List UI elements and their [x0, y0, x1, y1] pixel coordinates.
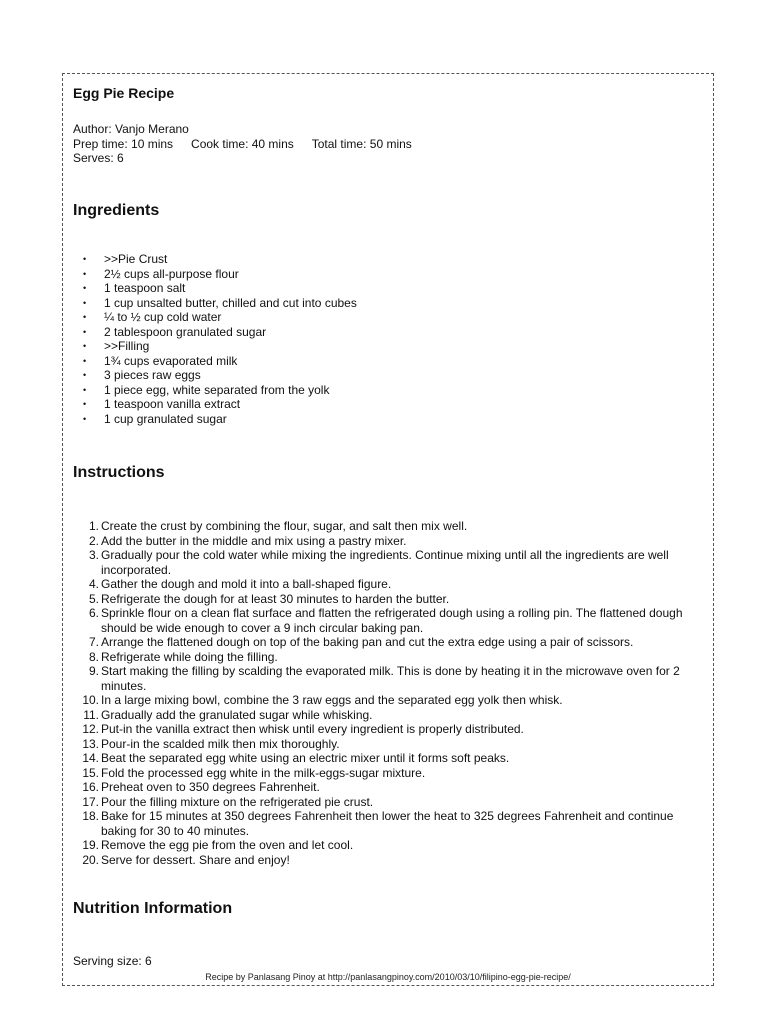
step-text: Gradually add the granulated sugar while whisking.	[101, 707, 373, 722]
step-text: Bake for 15 minutes at 350 degrees Fahrenheit then lower the heat to 325 degrees Fahrenheit and continue baking for 30 to 40 minutes.	[101, 809, 674, 838]
instruction-step	[73, 693, 693, 708]
instruction-step	[73, 664, 693, 693]
serves: Serves: 6	[73, 151, 124, 165]
instruction-step	[73, 751, 693, 766]
ingredient-item: • 1¾ cups evaporated milk	[73, 354, 357, 369]
step-text: Preheat oven to 350 degrees Fahrenheit.	[101, 780, 320, 794]
step-number: 6.	[88, 606, 99, 620]
step-number: 5.	[88, 591, 99, 606]
step-number: 3.	[88, 548, 99, 562]
instructions-list	[73, 519, 693, 867]
serving-size: Serving size: 6	[73, 954, 152, 968]
step-text: Serve for dessert. Share and enjoy!	[101, 852, 290, 867]
instruction-step	[73, 737, 693, 752]
ingredient-item: • 1 teaspoon salt	[73, 281, 357, 296]
ingredient-item: • 1 teaspoon vanilla extract	[73, 397, 357, 412]
instruction-step	[73, 635, 693, 650]
instruction-step	[73, 650, 693, 665]
author: Author: Vanjo Merano	[73, 122, 189, 136]
prep-time: Prep time: 10 mins	[73, 136, 174, 151]
step-number: 8.	[88, 649, 99, 664]
instruction-step	[73, 534, 693, 549]
step-number: 2.	[88, 533, 99, 548]
step-text: Create the crust by combining the flour, sugar, and salt then mix well.	[101, 519, 468, 533]
step-number: 20.	[82, 852, 99, 867]
nutrition-heading: Nutrition Information	[73, 900, 233, 917]
step-number: 4.	[88, 577, 99, 591]
step-text: Gradually pour the cold water while mixing the ingredients. Continue mixing until all the ingredients are well incorporated.	[101, 548, 669, 577]
ingredient-item: • >>Pie Crust	[73, 252, 357, 267]
times-row	[73, 137, 412, 152]
instruction-step	[73, 838, 693, 853]
instruction-step	[73, 577, 693, 592]
ingredient-item: • 2½ cups all-purpose flour	[73, 267, 357, 282]
step-text: Put-in the vanilla extract then whisk until every ingredient is properly distributed.	[101, 722, 524, 736]
instruction-step	[73, 853, 693, 868]
step-text: Pour the filling mixture on the refrigerated pie crust.	[101, 794, 374, 809]
ingredient-item: • 1 piece egg, white separated from the yolk	[73, 383, 357, 398]
ingredient-item: • 1 cup unsalted butter, chilled and cut into cubes	[73, 296, 357, 311]
instruction-step	[73, 592, 693, 607]
instruction-step	[73, 809, 693, 838]
step-text: Refrigerate the dough for at least 30 minutes to harden the butter.	[101, 591, 450, 606]
step-text: Gather the dough and mold it into a ball-shaped figure.	[101, 577, 392, 591]
ingredients-heading: Ingredients	[73, 202, 160, 219]
step-text: Start making the filling by scalding the evaporated milk. This is done by heating it in the microwave oven for 2 minutes.	[101, 664, 680, 693]
step-number: 15.	[82, 765, 99, 780]
step-text: Arrange the flattened dough on top of the baking pan and cut the extra edge using a pair of scissors.	[101, 635, 634, 649]
step-number: 9.	[88, 664, 99, 678]
instruction-step	[73, 722, 693, 737]
ingredient-item: • 2 tablespoon granulated sugar	[73, 325, 357, 340]
step-number: 1.	[88, 519, 99, 533]
recipe-credit: Recipe by Panlasang Pinoy at http://panlasangpinoy.com/2010/03/10/filipino-egg-pie-recipe/	[205, 972, 571, 982]
cook-time: Cook time: 40 mins	[191, 136, 294, 151]
instruction-step	[73, 795, 693, 810]
step-number: 10.	[82, 693, 99, 707]
instruction-step	[73, 766, 693, 781]
step-number: 17.	[82, 794, 99, 809]
instruction-step	[73, 780, 693, 795]
step-text: In a large mixing bowl, combine the 3 raw eggs and the separated egg yolk then whisk.	[101, 693, 563, 707]
step-text: Sprinkle flour on a clean flat surface and flatten the refrigerated dough using a rolling pin. The flattened dough should be wide enough to cover a 9 inch circular baking pan.	[101, 606, 683, 635]
step-number: 16.	[82, 780, 99, 794]
step-text: Fold the processed egg white in the milk-eggs-sugar mixture.	[101, 765, 426, 780]
ingredients-list	[73, 252, 357, 426]
instructions-heading: Instructions	[73, 464, 165, 481]
instruction-step	[73, 548, 693, 577]
recipe-title: Egg Pie Recipe	[73, 85, 175, 101]
ingredient-item: • 1 cup granulated sugar	[73, 412, 357, 427]
step-text: Beat the separated egg white using an electric mixer until it forms soft peaks.	[101, 751, 510, 765]
step-number: 19.	[82, 838, 99, 852]
ingredient-item: • >>Filling	[73, 339, 357, 354]
step-number: 7.	[88, 635, 99, 649]
total-time: Total time: 50 mins	[311, 136, 412, 151]
step-text: Refrigerate while doing the filling.	[101, 649, 278, 664]
step-text: Pour-in the scalded milk then mix thoroughly.	[101, 736, 340, 751]
step-number: 11.	[83, 707, 99, 722]
ingredient-item: • 3 pieces raw eggs	[73, 368, 357, 383]
step-number: 13.	[82, 736, 99, 751]
step-number: 12.	[82, 722, 99, 736]
instruction-step	[73, 606, 693, 635]
step-text: Add the butter in the middle and mix using a pastry mixer.	[101, 533, 407, 548]
recipe-meta	[73, 122, 412, 166]
step-text: Remove the egg pie from the oven and let cool.	[101, 838, 354, 852]
step-number: 18.	[82, 809, 99, 823]
recipe-card	[62, 73, 714, 986]
step-number: 14.	[82, 751, 99, 765]
instruction-step	[73, 519, 693, 534]
ingredient-item: • ¼ to ½ cup cold water	[73, 310, 357, 325]
instruction-step	[73, 708, 693, 723]
